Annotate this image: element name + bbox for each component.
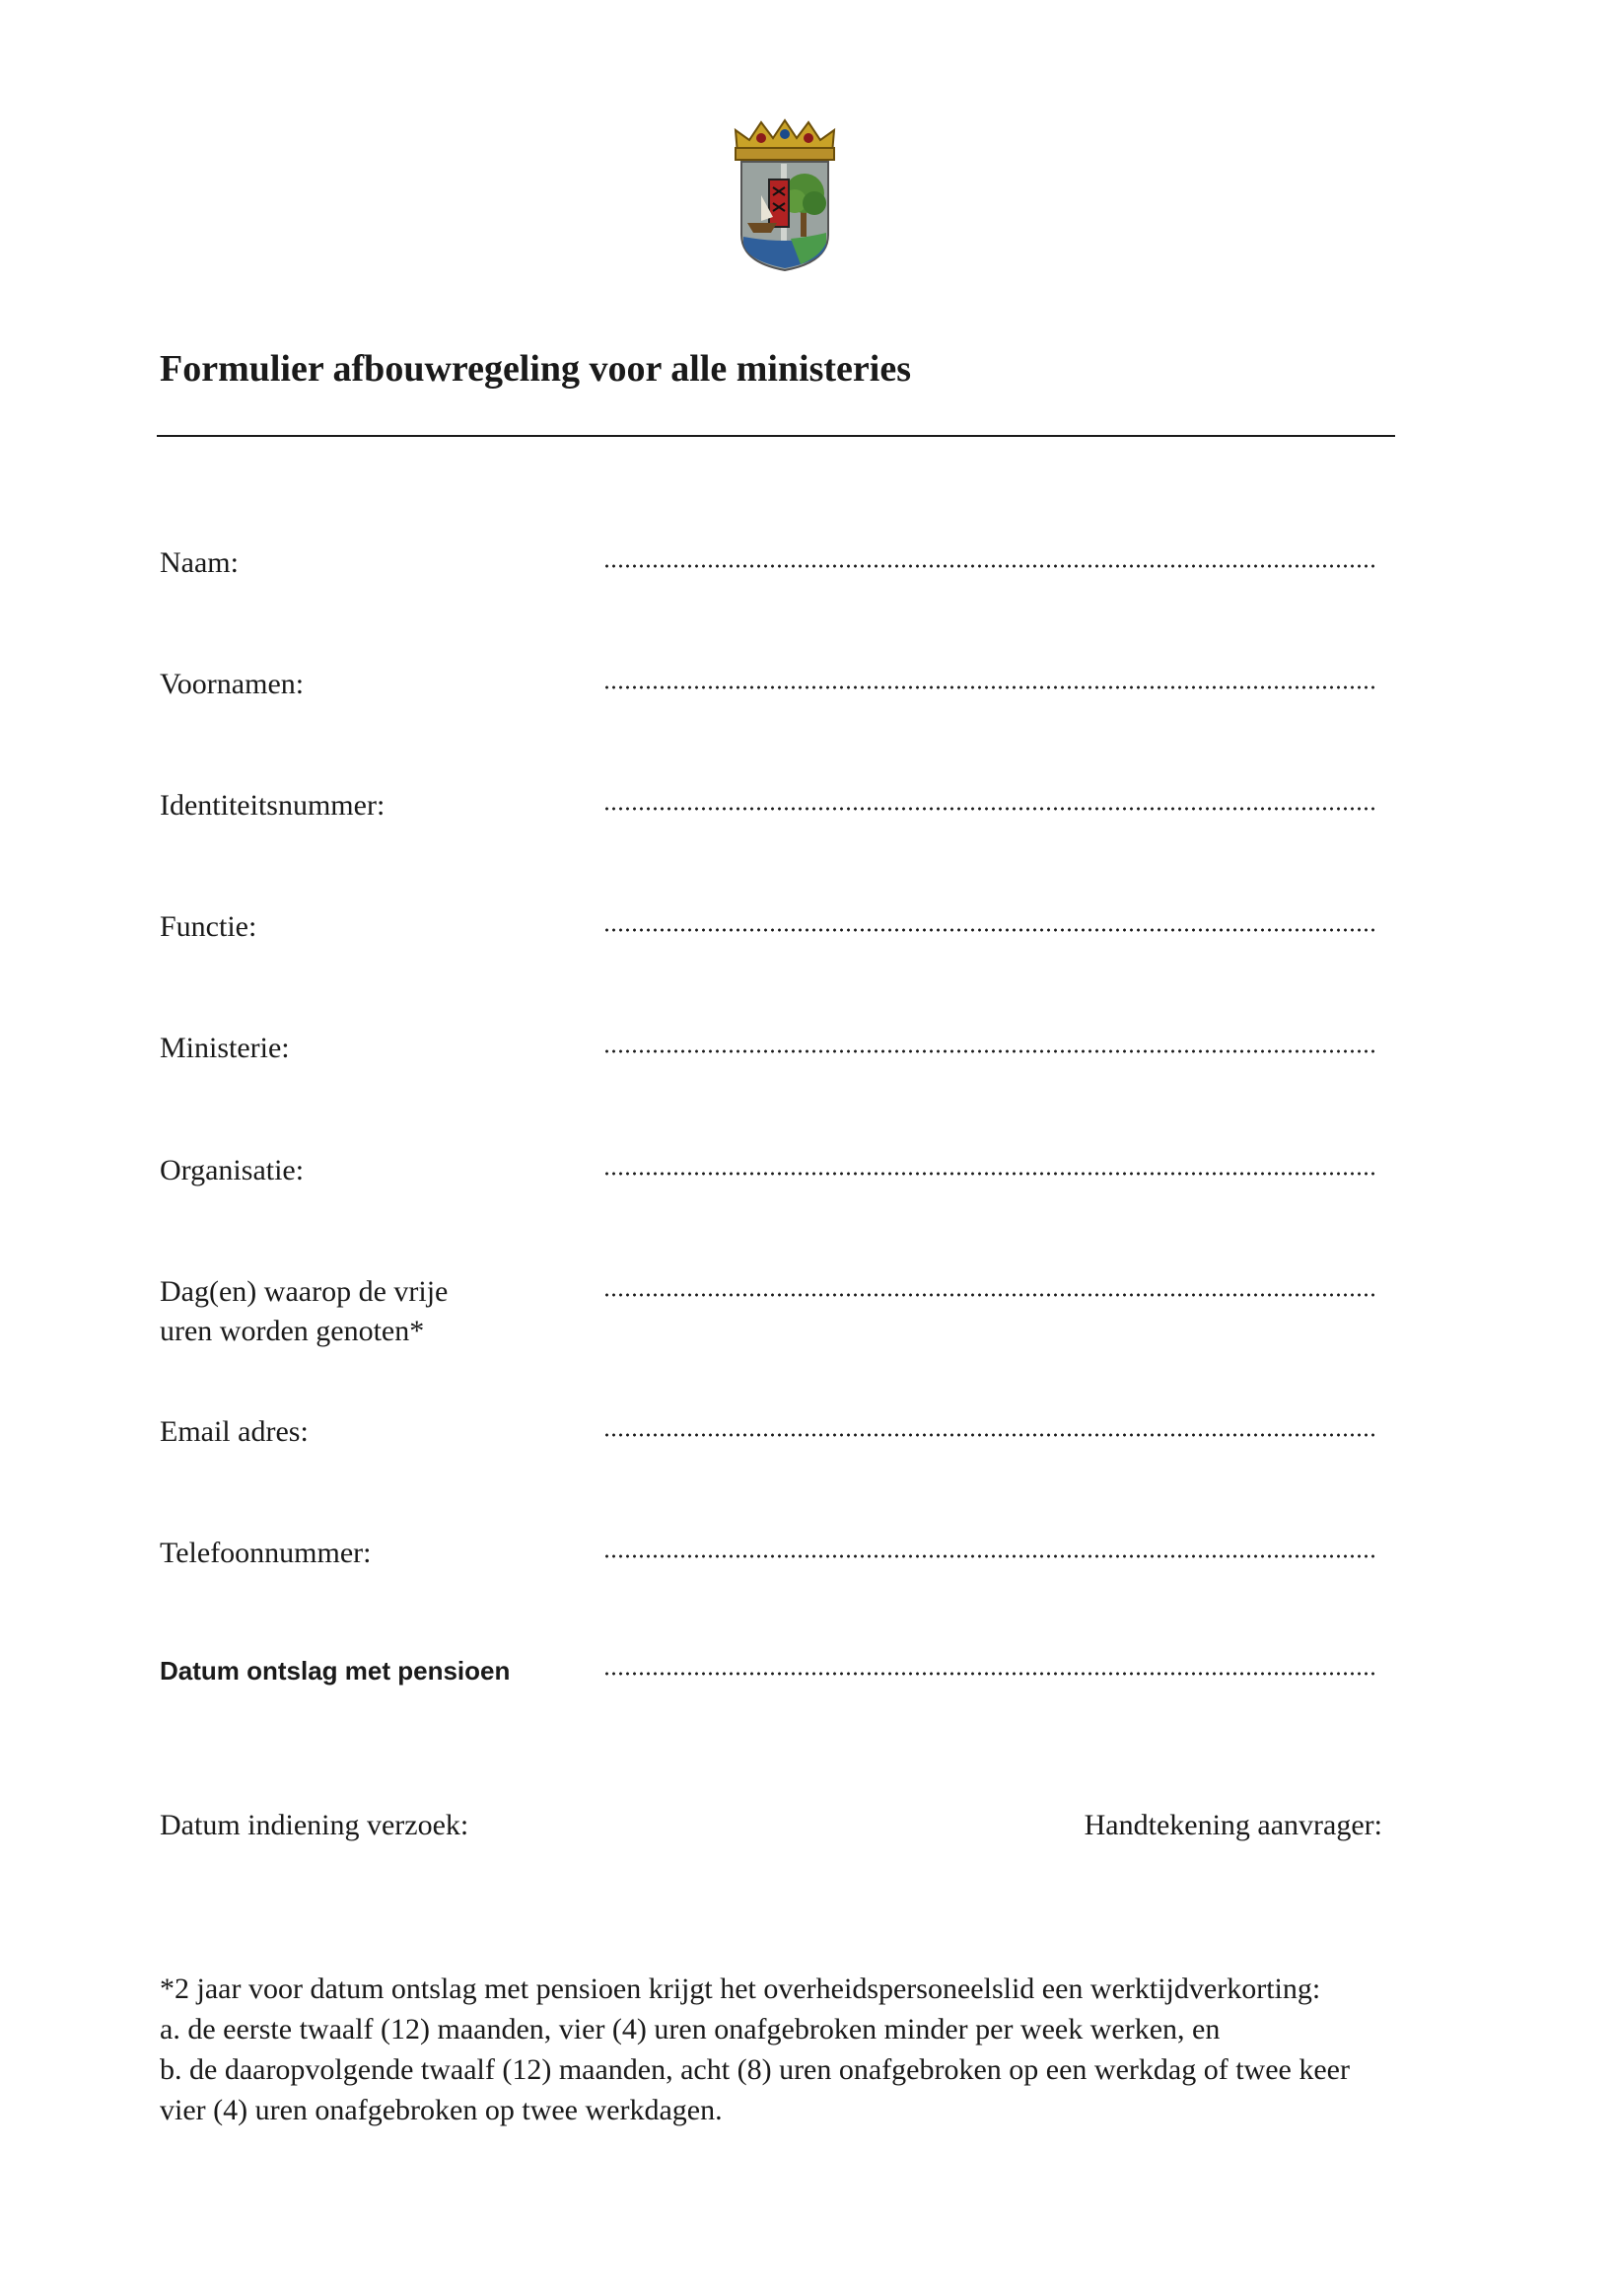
fill-in-line[interactable] — [603, 1171, 1378, 1177]
field-label: Datum ontslag met pensioen — [160, 1656, 511, 1686]
field-label: Functie: — [160, 910, 257, 943]
field-label: Telefoonnummer: — [160, 1537, 372, 1569]
field-row-functie — [0, 907, 1615, 986]
field-label: Identiteitsnummer: — [160, 789, 386, 822]
field-row-ministerie — [0, 1029, 1615, 1108]
fill-in-line[interactable] — [603, 1553, 1378, 1559]
field-row-voornamen — [0, 665, 1615, 744]
fill-in-line[interactable] — [603, 806, 1378, 812]
fill-in-line[interactable] — [603, 1671, 1378, 1677]
fill-in-line[interactable] — [603, 684, 1378, 690]
form-title: Formulier afbouwregeling voor alle ministeries — [160, 348, 912, 390]
fill-in-line[interactable] — [603, 1048, 1378, 1054]
date-submission-label: Datum indiening verzoek: — [160, 1809, 469, 1841]
field-row-email — [0, 1412, 1615, 1491]
field-row-datum-ontslag — [0, 1651, 1615, 1730]
coat-of-arms-logo — [732, 118, 838, 272]
footnote-item-a: a. de eerste twaalf (12) maanden, vier (4) uren onafgebroken minder per week werken, en — [160, 2013, 1221, 2045]
title-divider — [157, 435, 1395, 437]
field-label: Dag(en) waarop de vrije uren worden genoten* — [160, 1275, 449, 1347]
fill-in-line[interactable] — [603, 927, 1378, 933]
field-label: Naam: — [160, 546, 239, 579]
fill-in-line[interactable] — [603, 563, 1378, 569]
footnote-intro: *2 jaar voor datum ontslag met pensioen krijgt het overheidspersoneelslid een werktijdverkorting: — [160, 1973, 1321, 2005]
field-label: Email adres: — [160, 1415, 309, 1448]
signature-label: Handtekening aanvrager: — [1084, 1809, 1382, 1841]
footnote — [160, 1969, 1382, 2130]
field-label: Voornamen: — [160, 668, 305, 700]
field-label: Ministerie: — [160, 1032, 290, 1064]
field-label: Organisatie: — [160, 1154, 305, 1186]
field-row-identiteitsnummer — [0, 786, 1615, 865]
fill-in-line[interactable] — [603, 1292, 1378, 1298]
field-row-organisatie — [0, 1151, 1615, 1230]
field-row-vrije-uren — [0, 1272, 1615, 1367]
field-row-naam — [0, 543, 1615, 622]
fill-in-line[interactable] — [603, 1432, 1378, 1438]
field-row-telefoonnummer — [0, 1534, 1615, 1613]
footnote-item-b: b. de daaropvolgende twaalf (12) maanden, acht (8) uren onafgebroken op een werkdag of twee keer vier (4) uren onafgebroken op twee werkdagen. — [160, 2053, 1350, 2126]
